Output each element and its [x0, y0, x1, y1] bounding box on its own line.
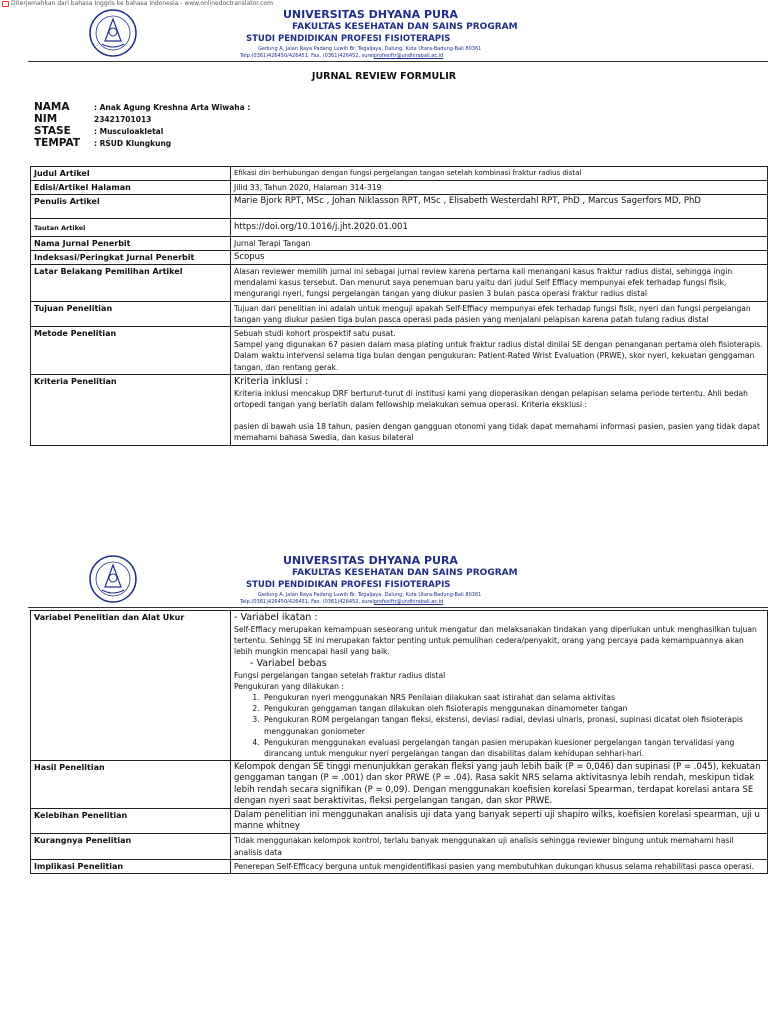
table-row	[31, 374, 768, 445]
faculty-name: FAKULTAS KESEHATAN DAN SAINS PROGRAM	[292, 568, 518, 578]
review-table-page-1	[30, 166, 768, 446]
university-name: UNIVERSITAS DHYANA PURA	[283, 8, 458, 21]
identity-value: : Musculoakletal	[94, 127, 164, 136]
implications-text: Penerepan Self-Efficacy berguna untuk mengidentifikasi pasien yang membutuhkan dukungan khusus selama rehabilitasi pasca operasi.	[231, 859, 768, 873]
criteria-cell	[231, 374, 768, 445]
row-label: Metode Penelitian	[31, 327, 231, 375]
identity-value: : Anak Agung Kreshna Arta Wiwaha :	[94, 103, 251, 112]
row-label: Nama Jurnal Penerbit	[31, 236, 231, 250]
university-seal-logo	[88, 554, 138, 604]
row-label: Penulis Artikel	[31, 195, 231, 219]
table-row	[31, 809, 768, 834]
list-item: 3. Pengukuran ROM pergelangan tangan fleksi, ekstensi, deviasi radial, deviasi ulnaris, pronasi, supinasi dicatat oleh fisioterapis menggunakan goniometer	[262, 714, 764, 736]
method-cell	[231, 327, 768, 375]
list-item: 2. Pengukuran genggaman tangan dilakukan oleh fisioterapis menggunakan dinamometer tangan	[262, 703, 764, 714]
list-item: 1. Pengukuran nyeri menggunakan NRS Penilaian dilakukan saat istirahat dan selama aktivitas	[262, 692, 764, 703]
table-row	[31, 301, 768, 326]
letterhead	[0, 4, 768, 62]
method-line-1: Sebuah studi kohort prospektif satu pusat.	[234, 329, 396, 339]
dependent-variable-text: Self-Effiacy merupakan kemampuan seseorang untuk mengatur dan melaksanakan tindakan yang diperlukan untuk menghasilkan tujuan tertentu. Sehingg SE ini merupakan faktor penting untuk pemulihan cedera/penyakit, orang yang percaya pada kemampuannya akan lebih mungkin mencapai hasil yang baik.	[234, 625, 757, 657]
table-row	[31, 611, 768, 761]
contact-line	[240, 53, 443, 59]
identity-row	[34, 125, 250, 137]
row-label: Variabel Penelitian dan Alat Ukur	[31, 611, 231, 761]
journal-name: Jurnal Terapi Tangan	[231, 236, 768, 250]
identity-value: 23421701013	[94, 115, 152, 124]
address: Gedung A, Jalan Raya Padang Luwih Br. Tegaljaya, Dalung, Kuta Utara-Badung-Bali 80361	[258, 592, 482, 598]
results-text: Kelompok dengan SE tinggi menunjukkan gerakan fleksi yang jauh lebih baik (P = 0,046) dan supinasi (P = .045), kekuatan genggaman tangan (P = .001) dan skor PRWE (P = .04). Rasa sakit NRS selama aktivitasnya lebih rendah, meskipun tidak lebih rendah secara signifikan (P = 0,09). Dengan menggunakan koefisien korelasi Spearman, terdapat korelasi antara SE dengan nyeri saat beraktivitas, fleksi pergelangan tangan, dan skor PRWE.	[231, 761, 768, 809]
authors: Marie Bjork RPT, MSc , Johan Niklasson RPT, MSc , Elisabeth Westerdahl RPT, PhD , Marcus Sagerfors MD, PhD	[231, 195, 768, 219]
criteria-inclusion: Kriteria inklusi mencakup DRF berturut-turut di institusi kami yang dioperasikan dengan pelapisan selama periode tertentu. Ahli bedah ortopedi tangan yang berlatih dalam fellowship melakukan semua operasi. Kriteria eksklusi :	[234, 388, 748, 410]
identity-value: : RSUD Klungkung	[94, 139, 172, 148]
independent-variable-text: Fungsi pergelangan tangan setelah fraktur radius distal	[234, 670, 446, 680]
criteria-heading: Kriteria inklusi :	[234, 375, 309, 387]
row-label: Edisi/Artikel Halaman	[31, 181, 231, 195]
weaknesses-text: Tidak menggunakan kelompok kontrol, terlalu banyak menggunakan uji analisis sehingga reviewer bingung untuk memahami hasil analisis data	[231, 834, 768, 859]
table-row	[31, 195, 768, 219]
row-label: Tujuan Penelitian	[31, 301, 231, 326]
row-label: Hasil Penelitian	[31, 761, 231, 809]
row-label: Kurangnya Penelitian	[31, 834, 231, 859]
row-label: Judul Artikel	[31, 167, 231, 181]
identity-label: NIM	[34, 113, 58, 125]
identity-label: TEMPAT	[34, 137, 80, 149]
identity-row	[34, 137, 250, 149]
measurement-heading: Pengukuran yang dilakukan :	[234, 681, 344, 691]
document-title: JURNAL REVIEW FORMULIR	[311, 71, 457, 82]
university-seal-logo	[88, 8, 138, 58]
translation-banner-text: Diterjemahkan dari bahasa Inggris ke bahasa Indonesia - www.onlinedoctranslator.com	[11, 0, 273, 7]
independent-variable-heading: - Variabel bebas	[250, 657, 327, 669]
article-link[interactable]: https://doi.org/10.1016/j.jht.2020.01.001	[231, 219, 768, 236]
email-link[interactable]: profesiftr@undhirabali.ac.id	[373, 599, 444, 605]
objective-text: Tujuan dari penelitian ini adalah untuk menguji apakah Self-Effiacy mempunyai efek terhadap fungsi fisik, nyeri dan fungsi pergelangan tangan yang diukur pasien tiga bulan pasca operasi pada pasien yang menjalani pelapisan karena patah tulang radius distal	[231, 301, 768, 326]
table-row	[31, 250, 768, 264]
phone-text: Telp.(0361)426450/426451, Fax. (0361)426452, surel	[240, 599, 374, 605]
list-item: 4. Pengukuran menggunakan evaluasi pergelangan tangan pasien merupakan kuesioner pergelangan tangan tervalidasi yang dirancang untuk mengukur nyeri pergelangan tangan dan disabilitas dalam kehidupan sehhari-hari.	[262, 737, 764, 759]
indexing: Scopus	[231, 250, 768, 264]
email-link[interactable]: profesiftr@undhirabali.ac.id	[373, 53, 444, 59]
identity-block	[34, 101, 250, 149]
program-name: STUDI PENDIDIKAN PROFESI FISIOTERAPIS	[246, 34, 451, 44]
table-row	[31, 761, 768, 809]
edition: Jilid 33, Tahun 2020, Halaman 314-319	[231, 181, 768, 195]
university-name: UNIVERSITAS DHYANA PURA	[283, 554, 458, 567]
table-row	[31, 236, 768, 250]
table-row	[31, 859, 768, 873]
row-label: Kelebihan Penelitian	[31, 809, 231, 834]
criteria-exclusion: pasien di bawah usia 18 tahun, pasien dengan gangguan otonomi yang tidak dapat memahami informasi pasien, pasien yang tidak dapat memahami bahasa Swedia, dan kasus bilateral	[234, 422, 760, 443]
table-row	[31, 219, 768, 236]
measurement-list	[234, 692, 764, 759]
contact-line	[240, 599, 443, 605]
program-name: STUDI PENDIDIKAN PROFESI FISIOTERAPIS	[246, 580, 451, 590]
identity-row	[34, 113, 250, 125]
background-text: Alasan reviewer memilih jurnal ini sebagai jurnal review karena pertama kali menangani kasus fraktur radius distal, sehingga ingin mendalami kasus tersebut. Dan menurut saya penemuan baru yaitu dari judul Self Effiacy mempunyai efek terhadap fungsi fisik, mengurangi nyeri, fungsi pergelangan tangan yang diukur pasien 3 bulan pasca operasi fraktur radius distal	[231, 265, 768, 302]
review-table-page-2	[30, 610, 768, 874]
table-row	[31, 327, 768, 375]
header-rule	[28, 607, 768, 608]
identity-label: NAMA	[34, 101, 70, 113]
identity-label: STASE	[34, 125, 71, 137]
address: Gedung A, Jalan Raya Padang Luwih Br. Tegaljaya, Dalung, Kuta Utara-Badung-Bali 80361	[258, 46, 482, 52]
row-label: Tautan Artikel	[31, 219, 231, 236]
faculty-name: FAKULTAS KESEHATAN DAN SAINS PROGRAM	[292, 22, 518, 32]
row-label: Indeksasi/Peringkat Jurnal Penerbit	[31, 250, 231, 264]
table-row	[31, 265, 768, 302]
row-label: Implikasi Penelitian	[31, 859, 231, 873]
strengths-text: Dalam penelitian ini menggunakan analisis uji data yang banyak seperti uji shapiro wilks, koefisien korelasi spearman, uji u manne whitney	[231, 809, 768, 834]
header-rule	[28, 61, 768, 62]
article-title: Efikasi diri berhubungan dengan fungsi pergelangan tangan setelah kombinasi fraktur radius distal	[231, 167, 768, 181]
phone-text: Telp.(0361)426450/426451, Fax. (0361)426452, surel	[240, 53, 374, 59]
table-row	[31, 167, 768, 181]
table-row	[31, 181, 768, 195]
row-label: Latar Belakang Pemilihan Artikel	[31, 265, 231, 302]
dependent-variable-heading: - Variabel ikatan :	[234, 612, 318, 623]
row-label: Kriteria Penelitian	[31, 374, 231, 445]
letterhead-page-2	[0, 550, 768, 608]
identity-row	[34, 101, 250, 113]
method-line-2: Sampel yang digunakan 67 pasien dalam masa plating untuk fraktur radius distal dinilai SE dengan penanganan pertama oleh fisioterapis. Dalam waktu intervensi selama tiga bulan dengan pengukuran: Patient-Rated Wrist Evaluation (PRWE), skor nyeri, kekuatan genggaman tangan, dan rentang gerak.	[234, 340, 763, 372]
variables-cell	[231, 611, 768, 761]
table-row	[31, 834, 768, 859]
